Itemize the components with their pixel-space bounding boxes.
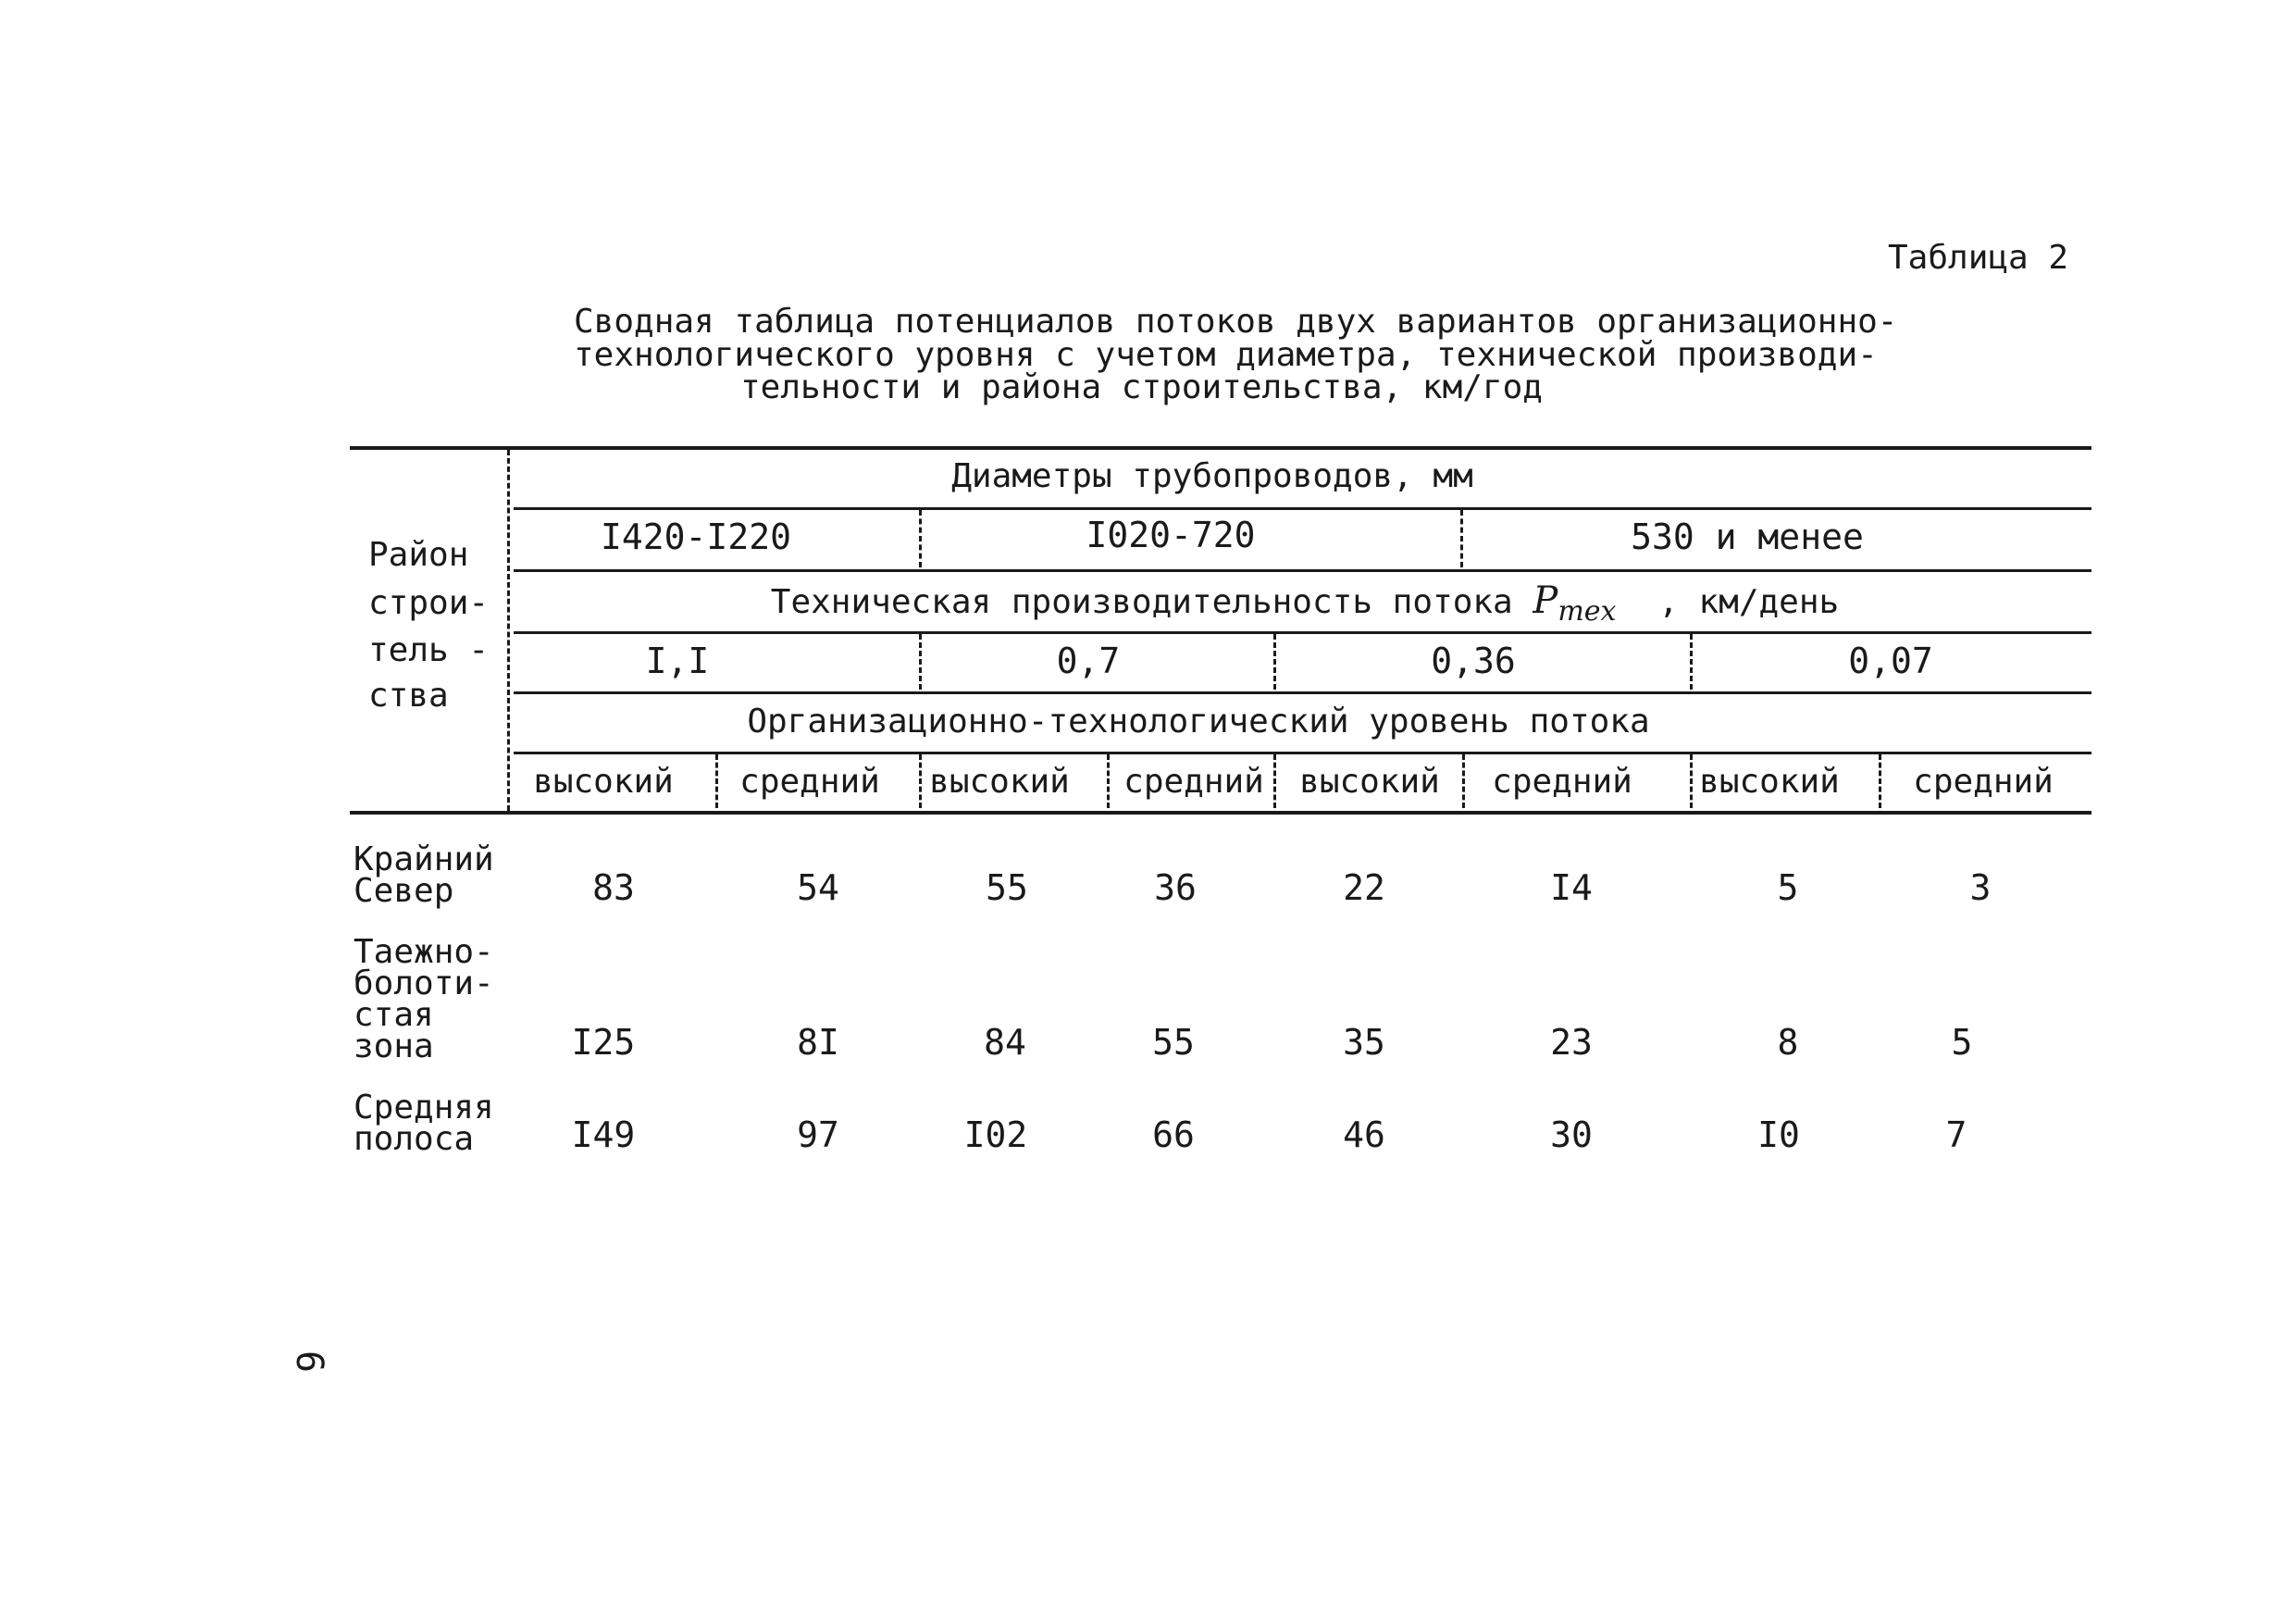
diameter-separator-2 <box>1460 510 1463 567</box>
header-rule-1 <box>514 507 2091 510</box>
row-2-value-5: 35 <box>1343 1022 1385 1063</box>
level-separator-1 <box>715 754 718 808</box>
level-separator-7 <box>1879 754 1881 808</box>
row-1-region-line-2: Север <box>354 872 454 910</box>
level-label-3: высокий <box>929 763 1070 801</box>
row-3-value-2: 97 <box>797 1114 839 1155</box>
level-label-4: средний <box>1123 763 1264 801</box>
productivity-subscript: тех <box>1558 595 1617 629</box>
row-2-value-8: 5 <box>1951 1022 1973 1063</box>
productivity-value-4: 0,07 <box>1848 641 1933 681</box>
row-1-value-1: 83 <box>592 867 635 908</box>
productivity-unit: , км/день <box>1658 583 1840 621</box>
region-header-line-2: строи- <box>368 584 490 622</box>
level-label-6: средний <box>1492 763 1632 801</box>
region-header-line-4: ства <box>368 677 449 715</box>
header-rule-4 <box>514 691 2091 694</box>
level-title: Организационно-технологический уровень потока <box>747 703 1650 741</box>
level-separator-6 <box>1690 754 1693 808</box>
productivity-separator-1 <box>919 634 922 690</box>
productivity-title <box>770 579 1840 629</box>
region-header-line-3: тель - <box>368 631 490 669</box>
table-title-line-1: Сводная таблица потенциалов потоков двух вариантов организационно- <box>574 303 1898 341</box>
row-1-value-7: 5 <box>1777 867 1799 908</box>
row-2-region-line-1: Таежно- <box>354 933 494 971</box>
row-3-value-1: I49 <box>571 1114 636 1155</box>
row-2-value-2: 8I <box>797 1022 839 1063</box>
level-separator-4 <box>1273 754 1276 808</box>
row-3-value-5: 46 <box>1343 1114 1385 1155</box>
diameter-range-1: I420-I220 <box>601 517 791 557</box>
table-top-rule <box>350 446 2091 450</box>
diameter-separator-1 <box>919 510 922 567</box>
row-3-region-line-2: полоса <box>354 1120 475 1158</box>
productivity-separator-2 <box>1273 634 1276 690</box>
table-number-label: Таблица 2 <box>1888 239 2069 277</box>
row-2-value-6: 23 <box>1550 1022 1593 1063</box>
diameter-range-3: 530 и менее <box>1631 517 1864 557</box>
table-title-line-3: тельности и района строительства, км/год <box>740 368 1543 406</box>
row-3-value-3: I02 <box>963 1114 1028 1155</box>
productivity-title-text: Техническая производительность потока <box>770 583 1513 621</box>
header-rule-5 <box>514 752 2091 754</box>
productivity-symbol: P <box>1533 579 1558 622</box>
row-2-region-line-3: стая <box>354 996 434 1034</box>
row-3-value-6: 30 <box>1550 1114 1593 1155</box>
level-label-8: средний <box>1913 763 2054 801</box>
level-label-1: высокий <box>533 763 674 801</box>
level-separator-3 <box>1107 754 1110 808</box>
region-header-line-1: Район <box>368 536 469 574</box>
row-3-value-7: I0 <box>1757 1114 1800 1155</box>
level-label-7: высокий <box>1699 763 1840 801</box>
row-3-value-8: 7 <box>1945 1114 1967 1155</box>
page-number: 6 <box>288 1350 331 1374</box>
row-1-value-6: I4 <box>1550 867 1593 908</box>
productivity-separator-3 <box>1690 634 1693 690</box>
table-title-line-2: технологического уровня с учетом диаметра, технической производи- <box>574 336 1878 374</box>
region-column-separator <box>507 450 510 811</box>
level-separator-2 <box>919 754 922 808</box>
level-label-2: средний <box>739 763 880 801</box>
row-2-value-4: 55 <box>1152 1022 1195 1063</box>
row-1-value-3: 55 <box>986 867 1028 908</box>
header-rule-3 <box>514 631 2091 634</box>
row-3-region-line-1: Средняя <box>354 1089 494 1126</box>
header-rule-2 <box>514 569 2091 572</box>
row-3-value-4: 66 <box>1152 1114 1195 1155</box>
row-2-value-3: 84 <box>984 1022 1026 1063</box>
diameter-range-2: I020-720 <box>1086 515 1256 555</box>
row-2-region-line-4: зона <box>354 1027 434 1065</box>
productivity-value-2: 0,7 <box>1056 641 1121 681</box>
level-separator-5 <box>1462 754 1465 808</box>
row-2-value-7: 8 <box>1777 1022 1799 1063</box>
row-1-value-2: 54 <box>797 867 839 908</box>
row-1-region-line-1: Крайний <box>354 840 494 878</box>
row-1-value-5: 22 <box>1343 867 1385 908</box>
row-1-value-4: 36 <box>1154 867 1197 908</box>
row-2-region-line-2: болоти- <box>354 965 494 1002</box>
header-bottom-rule <box>350 811 2091 815</box>
diameters-title: Диаметры трубопроводов, мм <box>951 457 1473 495</box>
productivity-value-3: 0,36 <box>1431 641 1516 681</box>
row-1-value-8: 3 <box>1969 867 1992 908</box>
row-2-value-1: I25 <box>571 1022 636 1063</box>
productivity-value-1: I,I <box>645 641 710 681</box>
level-label-5: высокий <box>1299 763 1440 801</box>
